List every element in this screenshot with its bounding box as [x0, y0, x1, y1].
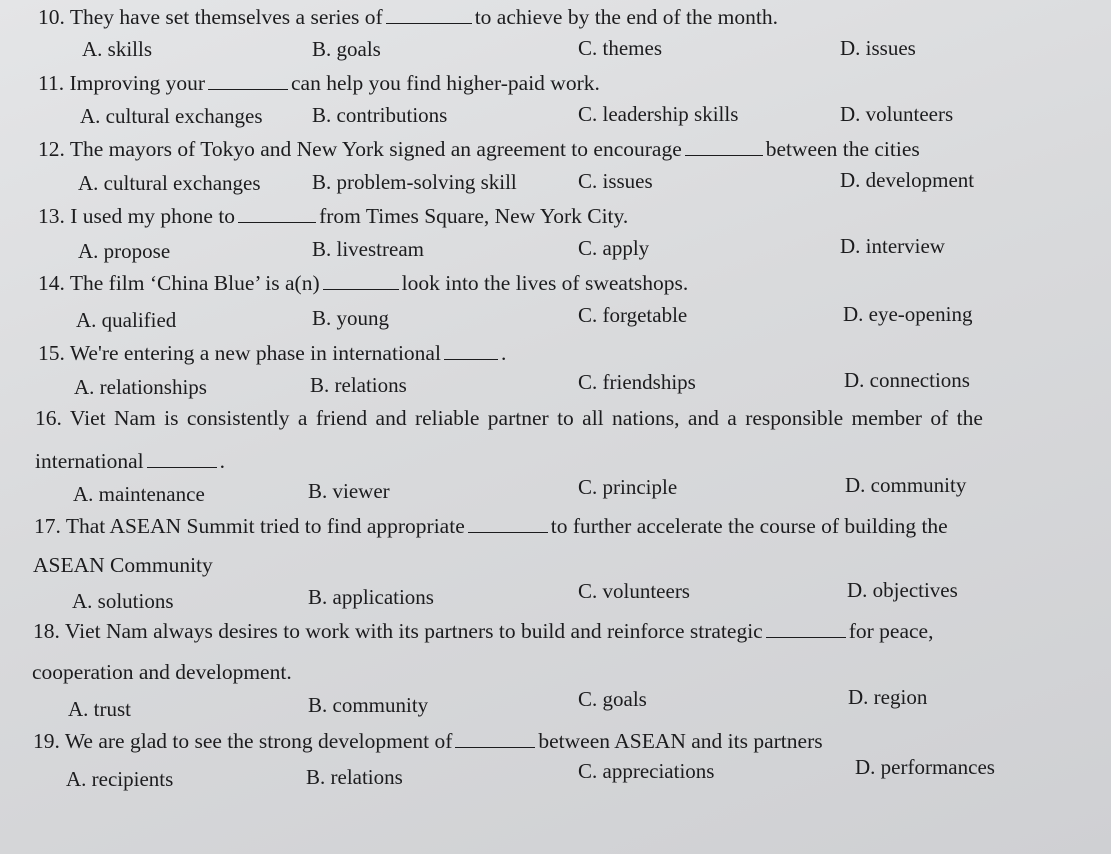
question-text: 13. I used my phone to: [38, 204, 236, 228]
question-text: 12. The mayors of Tokyo and New York signed an agreement to encourage: [38, 137, 682, 161]
option-c[interactable]: C. friendships: [578, 370, 696, 394]
question-text: look into the lives of sweatshops.: [401, 271, 689, 295]
option-d[interactable]: D. eye-opening: [843, 302, 973, 326]
question-text: to achieve by the end of the month.: [474, 5, 779, 29]
answer-blank[interactable]: [147, 449, 217, 468]
option-a[interactable]: A. cultural exchanges: [80, 104, 263, 128]
question-10: [38, 4, 778, 30]
answer-blank[interactable]: [323, 271, 399, 290]
option-c[interactable]: C. volunteers: [578, 579, 690, 603]
question-17-continued: ASEAN Community: [33, 553, 213, 577]
option-a[interactable]: A. maintenance: [73, 482, 205, 506]
option-a[interactable]: A. relationships: [74, 375, 207, 399]
question-16: [35, 405, 1095, 431]
option-c[interactable]: C. forgetable: [578, 303, 688, 327]
option-b[interactable]: B. contributions: [312, 103, 448, 127]
option-d[interactable]: D. issues: [840, 36, 916, 60]
option-c[interactable]: C. themes: [578, 36, 662, 60]
option-c[interactable]: C. appreciations: [578, 759, 715, 783]
option-a[interactable]: A. cultural exchanges: [78, 171, 261, 195]
question-text: 19. We are glad to see the strong development of: [33, 729, 453, 753]
question-14: [38, 270, 688, 296]
answer-blank[interactable]: [685, 137, 763, 156]
question-text: .: [219, 449, 226, 473]
question-12: [38, 136, 920, 162]
option-c[interactable]: C. principle: [578, 475, 678, 499]
answer-blank[interactable]: [468, 514, 548, 533]
option-b[interactable]: B. applications: [308, 585, 434, 609]
question-text: can help you find higher-paid work.: [291, 71, 600, 95]
answer-blank[interactable]: [766, 619, 846, 638]
option-d[interactable]: D. volunteers: [840, 102, 954, 126]
question-text: for peace,: [848, 619, 934, 643]
question-text: 16. Viet Nam is consistently a friend and reliable partner to all nations, and a responsible member of the: [35, 406, 983, 430]
option-b[interactable]: B. relations: [306, 765, 403, 789]
answer-blank[interactable]: [238, 204, 316, 223]
question-15: [38, 340, 506, 366]
option-a[interactable]: A. qualified: [76, 308, 177, 332]
option-d[interactable]: D. connections: [844, 368, 970, 392]
question-text: international: [35, 449, 144, 473]
option-b[interactable]: B. young: [312, 306, 390, 330]
question-13: [38, 203, 628, 229]
option-b[interactable]: B. problem-solving skill: [312, 170, 517, 194]
option-c[interactable]: C. goals: [578, 687, 647, 711]
option-d[interactable]: D. objectives: [847, 578, 958, 602]
question-text: between ASEAN and its partners: [538, 729, 823, 753]
option-c[interactable]: C. leadership skills: [578, 102, 739, 126]
option-d[interactable]: D. interview: [840, 234, 945, 258]
option-d[interactable]: D. performances: [855, 755, 995, 779]
option-b[interactable]: B. viewer: [308, 479, 390, 503]
option-b[interactable]: B. livestream: [312, 237, 424, 261]
question-18-continued: cooperation and development.: [32, 660, 292, 684]
option-d[interactable]: D. community: [845, 473, 967, 497]
question-text: .: [500, 341, 507, 365]
question-text: between the cities: [765, 137, 920, 161]
question-text: 10. They have set themselves a series of: [38, 5, 383, 29]
answer-blank[interactable]: [455, 729, 535, 748]
question-17: [34, 513, 948, 539]
question-text: 15. We're entering a new phase in international: [38, 341, 441, 365]
question-19: [33, 728, 823, 754]
question-text: 11. Improving your: [38, 71, 206, 95]
question-18: [33, 618, 933, 644]
question-11: [38, 70, 600, 96]
option-c[interactable]: C. issues: [578, 169, 653, 193]
question-text: 18. Viet Nam always desires to work with its partners to build and reinforce strategic: [33, 619, 763, 643]
option-b[interactable]: B. community: [308, 693, 429, 717]
option-b[interactable]: B. relations: [310, 373, 407, 397]
question-text: to further accelerate the course of building the: [550, 514, 948, 538]
question-text: from Times Square, New York City.: [319, 204, 629, 228]
option-a[interactable]: A. trust: [68, 697, 131, 721]
answer-blank[interactable]: [208, 71, 288, 90]
answer-blank[interactable]: [386, 5, 472, 24]
option-a[interactable]: A. recipients: [66, 767, 174, 791]
option-c[interactable]: C. apply: [578, 236, 650, 260]
question-16-continued: [35, 448, 225, 474]
answer-blank[interactable]: [444, 341, 498, 360]
option-a[interactable]: A. skills: [82, 37, 153, 61]
option-a[interactable]: A. solutions: [72, 589, 174, 613]
option-b[interactable]: B. goals: [312, 37, 381, 61]
option-a[interactable]: A. propose: [78, 239, 171, 263]
option-d[interactable]: D. development: [840, 168, 975, 192]
question-text: 17. That ASEAN Summit tried to find appropriate: [34, 514, 465, 538]
question-text: 14. The film ‘China Blue’ is a(n): [38, 271, 320, 295]
option-d[interactable]: D. region: [848, 685, 928, 709]
